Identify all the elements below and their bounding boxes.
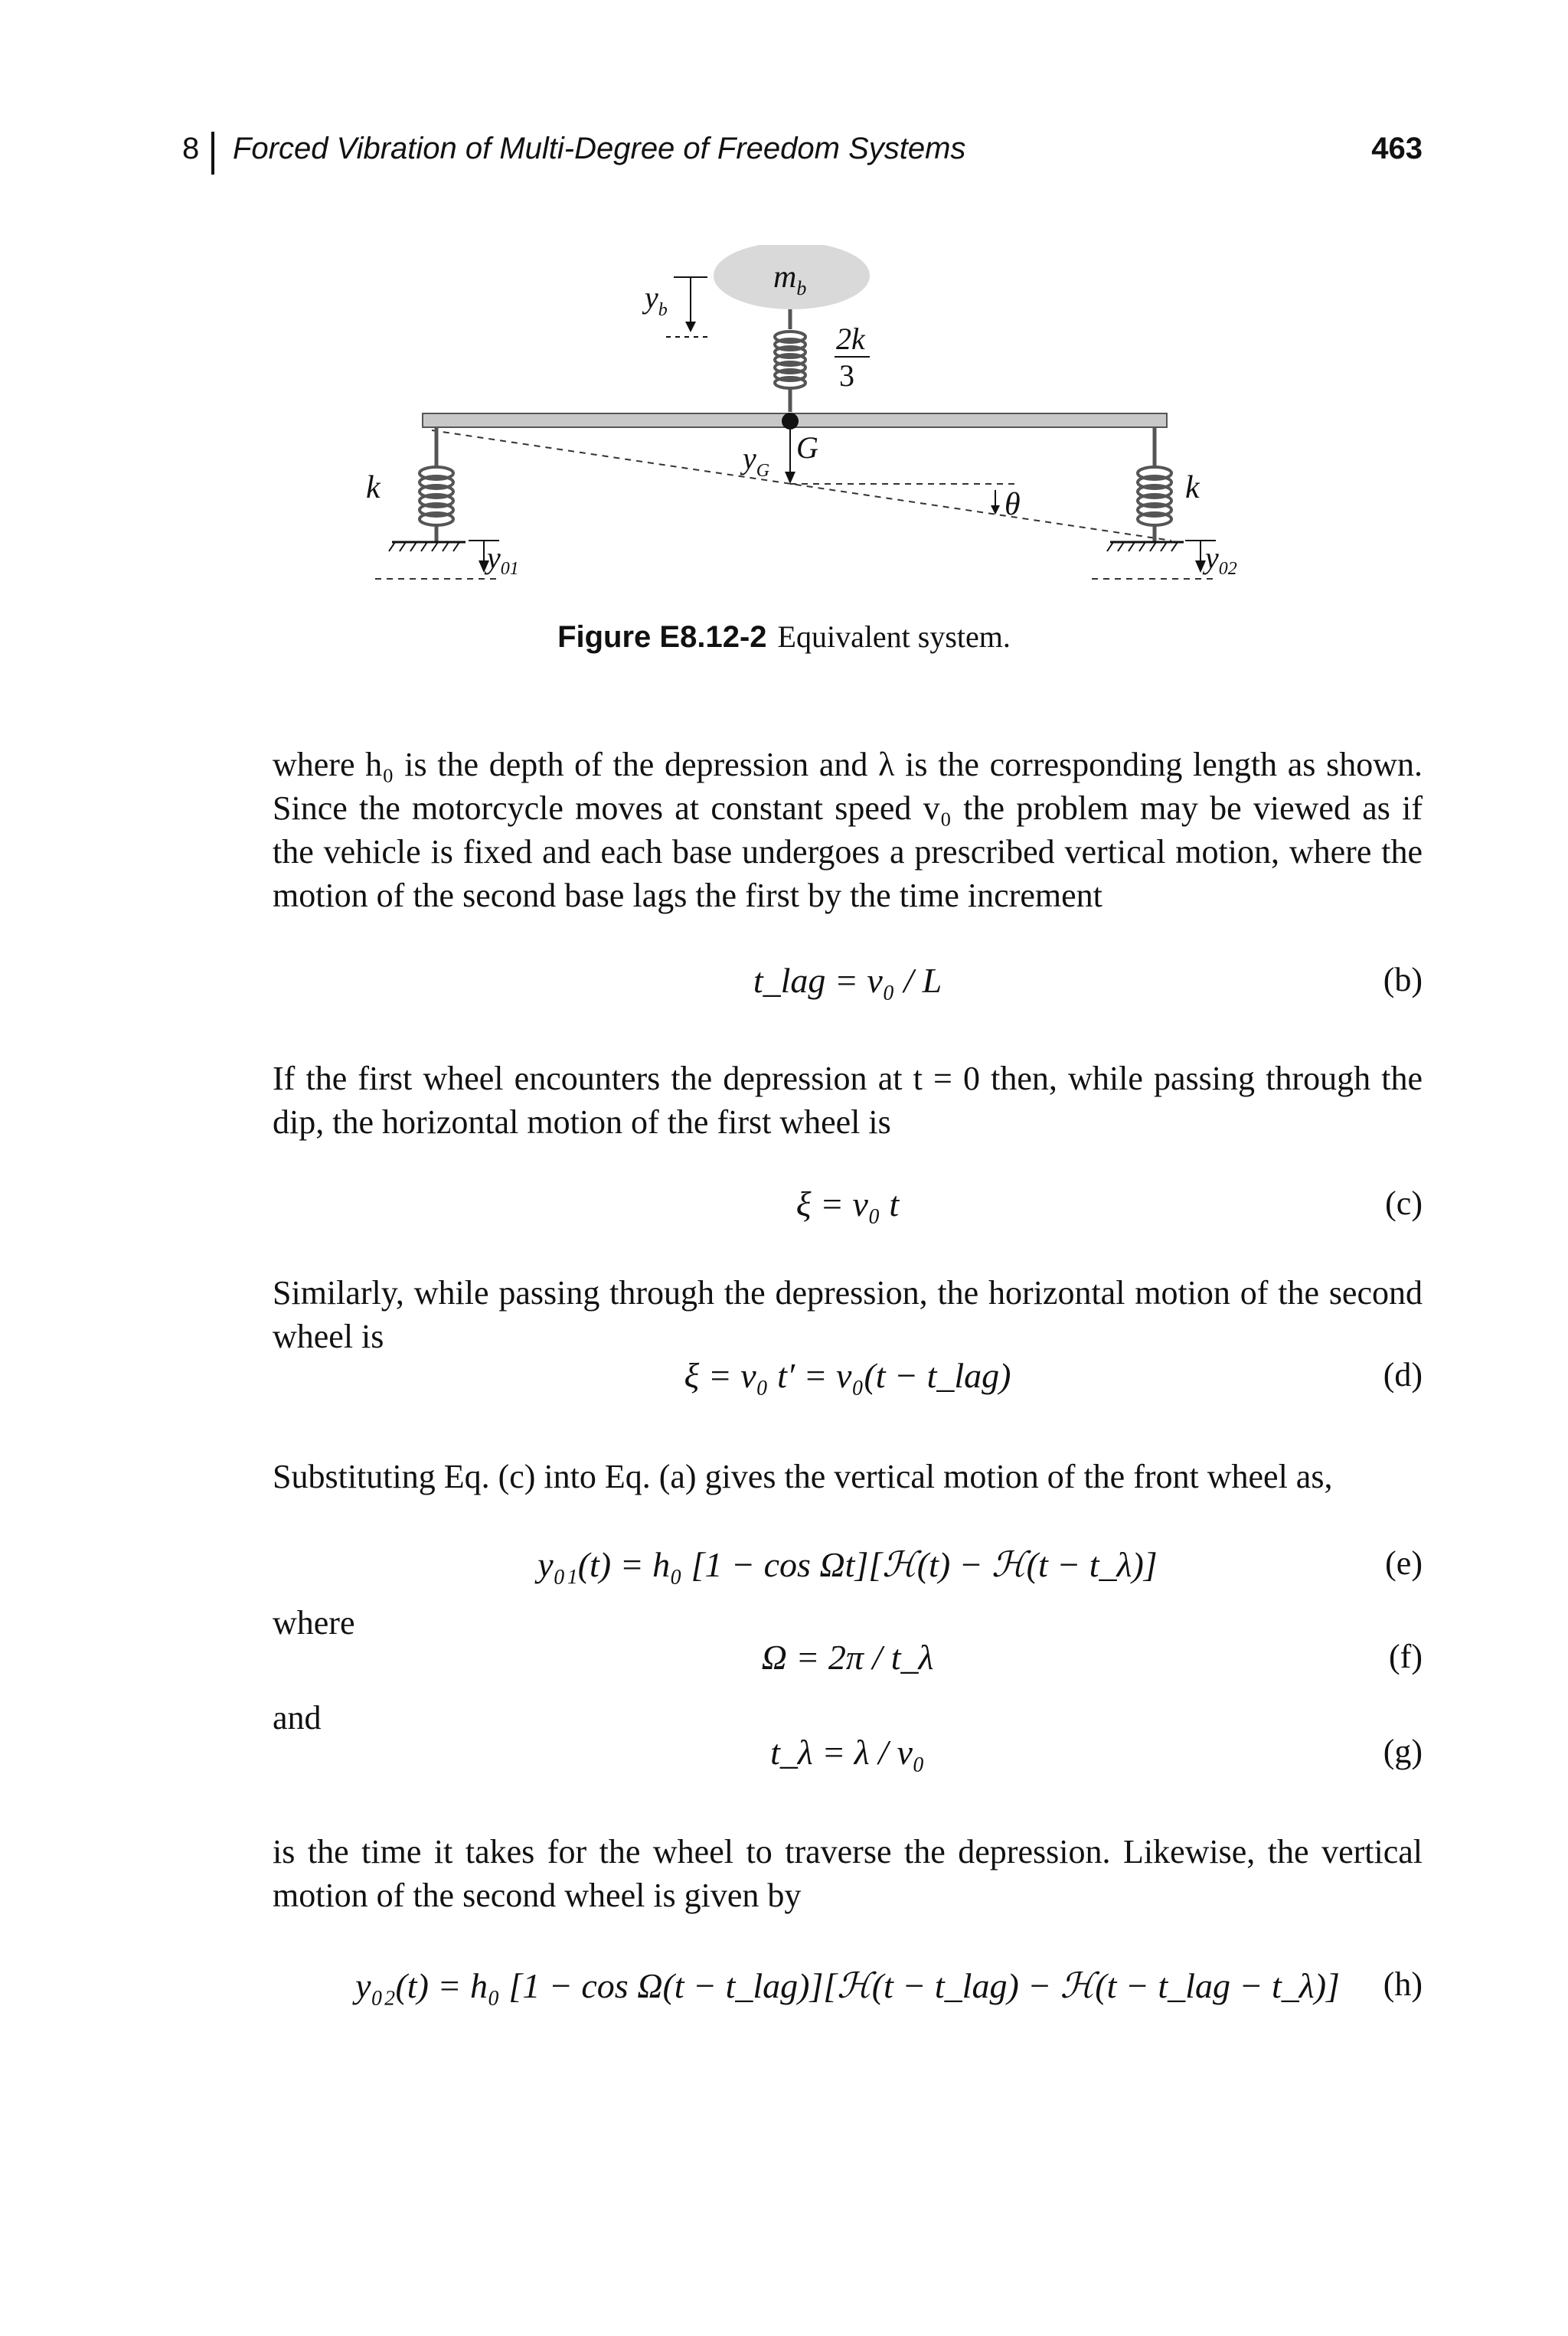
left-ground-hatch	[389, 542, 459, 551]
figure-caption-text: Equivalent system.	[777, 619, 1011, 654]
equation-b-expression: t_lag = v₀ / L	[753, 961, 942, 1000]
chapter-title: Forced Vibration of Multi-Degree of Freedom Systems	[233, 132, 966, 165]
paragraph-5: is the time it takes for the wheel to traverse the depression. Likewise, the vertical motion of the second wheel is given by	[273, 1833, 1423, 1914]
equation-d-tag: (d)	[1383, 1356, 1423, 1393]
equation-f-tag: (f)	[1389, 1638, 1423, 1675]
equivalent-system-figure	[337, 245, 1302, 597]
figure-caption	[0, 619, 1568, 655]
center-of-mass-dot	[782, 413, 799, 430]
equation-f-expression: Ω = 2π / t_λ	[761, 1638, 934, 1677]
equation-g-tag: (g)	[1383, 1733, 1423, 1770]
right-spring	[1138, 467, 1171, 525]
equation-h	[273, 1965, 1423, 2018]
y01-label: $y_{01}$	[487, 541, 519, 579]
paragraph-3: Similarly, while passing through the depression, the horizontal motion of the second wheel is	[273, 1274, 1423, 1355]
equation-c	[273, 1184, 1423, 1237]
equation-b-tag: (b)	[1383, 961, 1423, 998]
k-left-label: k	[366, 470, 381, 505]
and-label: and	[273, 1699, 322, 1736]
chapter-number: 8	[182, 132, 200, 165]
equation-e-tag: (e)	[1385, 1544, 1423, 1582]
running-header	[182, 132, 1423, 178]
left-spring	[420, 467, 453, 525]
yb-label: $y_b$	[645, 280, 668, 320]
equation-b	[273, 960, 1423, 1014]
equation-h-expression: y₀₂(t) = h₀ [1 − cos Ω(t − t_lag)][ℋ(t − t_lag) − ℋ(t − t_lag − t_λ)]	[355, 1966, 1340, 2005]
yG-label: $y_G$	[743, 441, 770, 481]
equation-d	[273, 1355, 1423, 1409]
G-label: G	[796, 430, 818, 465]
theta-label: θ	[1004, 487, 1021, 522]
equation-e	[273, 1544, 1423, 1597]
spring-fraction-num: 2k	[836, 322, 865, 356]
k-right-label: k	[1185, 470, 1200, 505]
equation-c-tag: (c)	[1385, 1184, 1423, 1222]
equation-f	[273, 1637, 1423, 1691]
y02-label: $y_{02}$	[1205, 541, 1237, 579]
page-number: 463	[1371, 132, 1423, 165]
equation-g	[273, 1732, 1423, 1785]
equation-g-expression: t_λ = λ / v₀	[770, 1733, 925, 1772]
where-label: where	[273, 1604, 355, 1642]
mass-label: $m_b$	[773, 260, 807, 299]
header-divider	[211, 132, 214, 175]
equation-c-expression: ξ = v₀ t	[795, 1184, 900, 1224]
paragraph-2: If the first wheel encounters the depression at t = 0 then, while passing through the dip, the horizontal motion of the first wheel is	[273, 1060, 1423, 1141]
paragraph-1: where h₀ is the depth of the depression and λ is the corresponding length as shown. Since the motorcycle moves at constant speed v₀ the problem may be viewed as if the vehicle is fixed and each base undergoes a prescribed vertical motion, where the motion of the second base lags the first by the time increment	[273, 746, 1423, 914]
equation-e-expression: y₀₁(t) = h₀ [1 − cos Ωt][ℋ(t) − ℋ(t − t_λ)]	[537, 1545, 1158, 1584]
right-ground-hatch	[1107, 542, 1178, 551]
center-spring	[775, 332, 805, 388]
spring-fraction-den: 3	[839, 358, 854, 393]
equation-h-tag: (h)	[1383, 1965, 1423, 2003]
paragraph-4: Substituting Eq. (c) into Eq. (a) gives the vertical motion of the front wheel as,	[273, 1458, 1333, 1495]
figure-caption-label: Figure E8.12-2	[557, 620, 767, 654]
equation-d-expression: ξ = v₀ t′ = v₀(t − t_lag)	[684, 1356, 1011, 1395]
